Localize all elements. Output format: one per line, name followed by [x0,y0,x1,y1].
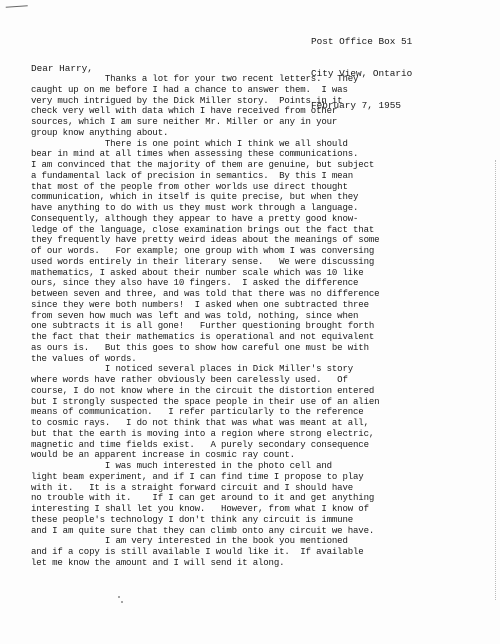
body-line: I noticed several places in Dick Miller's story [31,363,354,375]
scan-speck [121,601,123,603]
body-line: that most of the people from other worlds use direct thought [31,180,348,192]
body-line: but I strongly suspected the space people in their use of an alien [31,395,380,407]
body-line: Consequently, although they appear to have a pretty good know- [31,212,359,224]
body-line: since they were both numbers! I asked when one subtracted three [31,298,369,310]
body-line: used words entirely in their literary sense. We were discussing [31,255,375,267]
body-line: check very well with data which I have received from other [31,105,338,117]
address-line-city: City View, Ontario [311,67,413,79]
body-line: ledge of the language, close examination brings out the fact that [31,223,375,235]
body-line: between seven and three, and was told that there was no difference [31,288,380,299]
salutation: Dear Harry, [31,63,93,74]
body-line: very much intrigued by the Dick Miller story. Points in it [31,94,343,106]
body-line: have anything to do with us they must work through a language. [31,202,359,213]
body-line: course, I do not know where in the circuit the distortion entered [31,384,375,396]
body-line: to cosmic rays. I do not think that was what was meant at all, [31,417,369,428]
corner-scan-mark [6,5,29,16]
page-edge-shadow [493,160,496,600]
body-line: a fundamental lack of precision in semantics. By this I mean [31,169,354,181]
body-line: one subtracts it is all gone! Further questioning brought forth [31,320,375,332]
body-line: and I am quite sure that they can climb onto any circuit we have. [31,524,375,536]
body-line: means of communication. I refer particularly to the reference [31,406,364,418]
body-line: with it. It is a straight forward circuit and I should have [31,481,354,493]
body-line: Thanks a lot for your two recent letters. They [31,73,359,84]
body-line: no trouble with it. If I can get around to it and get anything [31,492,375,504]
body-line: the fact that their mathematics is operational and not equivalent [31,331,375,342]
body-line: light beam experiment, and if I can find time I propose to play [31,470,364,482]
body-line: let me know the amount and I will send it along. [31,556,285,568]
body-line: these people's technology I don't think any circuit is immune [31,513,354,525]
body-line: ours, since they also have 10 fingers. I asked the difference [31,277,359,289]
body-line: communication, which in itself is quite precise, but when they [31,191,359,203]
body-line: and if a copy is still available I would like it. If available [31,546,364,557]
body-line: group know anything about. [31,126,169,138]
body-line: interesting I shall let you know. However, from what I know of [31,503,369,514]
body-line: caught up on me before I had a chance to answer them. I was [31,83,348,95]
body-line: mathematics, I asked about their number scale which was 10 like [31,266,364,278]
body-line: would be an apparent increase in cosmic ray count. [31,449,295,461]
body-line: where words have rather obviously been carelessly used. Of [31,374,348,385]
body-line: of our words. For example; one group with whom I was conversing [31,245,375,256]
body-line: There is one point which I think we all should [31,137,348,149]
body-line: from seven how much was left and was told, nothing, since when [31,309,359,321]
body-line: sources, which I am sure neither Mr. Miller or any in your [31,116,338,127]
body-line: I am convinced that the majority of them are genuine, but subject [31,159,375,170]
body-line: as ours is. But this goes to show how careful one must be with [31,341,369,353]
scan-speck [118,596,120,598]
address-line-po-box: Post Office Box 51 [311,36,413,48]
body-line: I was much interested in the photo cell and [31,460,332,471]
body-line: but that the earth is moving into a region where strong electric, [31,427,375,439]
body-line: magnetic and time fields exist. A purely secondary consequence [31,438,369,450]
body-line: I am very interested in the book you mentioned [31,535,348,547]
letter-body [31,74,491,569]
letter-date: February 7, 1955 [311,99,402,111]
body-line: they frequently have pretty weird ideas about the meanings of some [31,234,380,246]
body-line: bear in mind at all times when assessing these communications. [31,148,359,160]
body-line: the values of words. [31,352,137,364]
